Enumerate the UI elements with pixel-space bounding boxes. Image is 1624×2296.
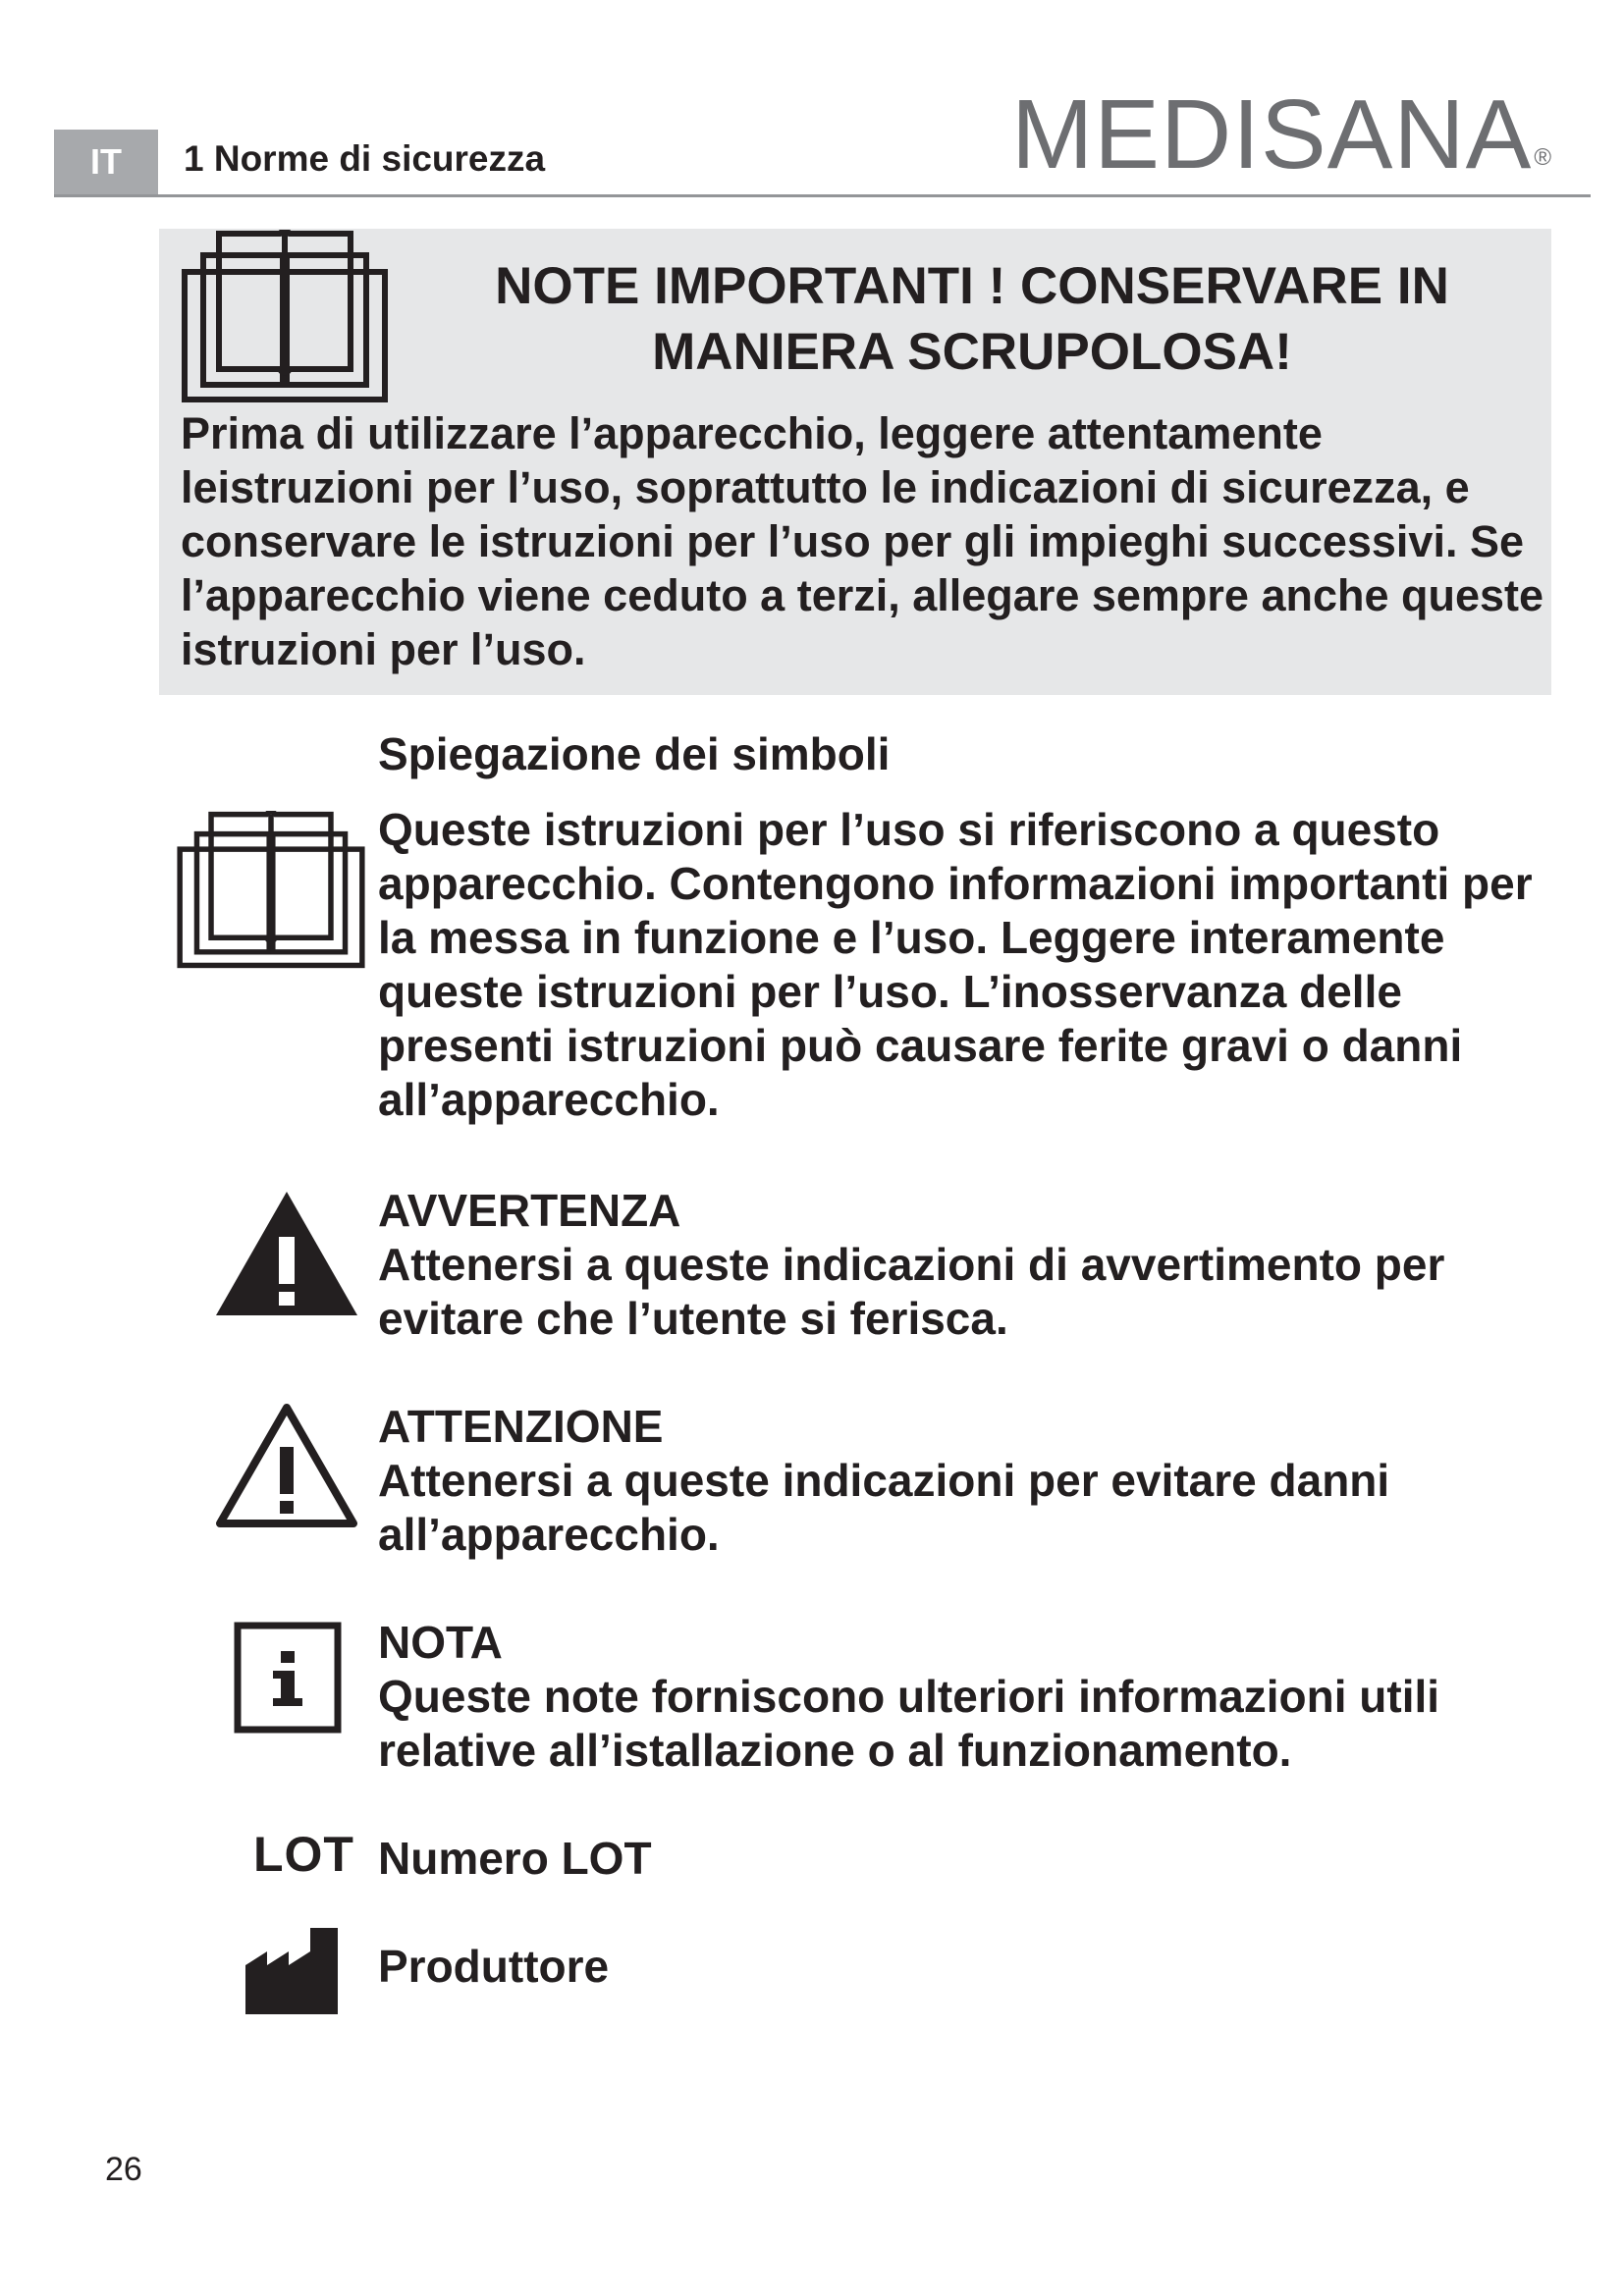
factory-icon [244, 1926, 342, 2016]
logo-text: MEDISANA [1011, 80, 1533, 189]
note-label: NOTA [378, 1617, 503, 1668]
language-tab: IT [54, 130, 158, 194]
manual-symbol-text: Queste istruzioni per l’uso si riferiscono a questo apparecchio. Contengono informazioni importanti per la messa in funzione e l’uso. Leggere interamente queste istruzioni per l’uso. L’inosservanza delle presenti istruzioni può causare ferite gravi o danni all’apparecchio. [378, 804, 1533, 1125]
registered-mark: ® [1534, 144, 1553, 171]
warning-label: AVVERTENZA [378, 1185, 681, 1236]
book-icon [182, 230, 388, 404]
lot-icon: LOT [253, 1827, 354, 1882]
warning-filled-icon [214, 1190, 359, 1317]
warning-block [378, 1184, 1556, 1346]
book-icon [177, 811, 365, 970]
important-title: NOTE IMPORTANTI ! CONSERVARE IN MANIERA SCRUPOLOSA! [495, 257, 1449, 381]
brand-logo [1011, 80, 1552, 188]
warning-text: Attenersi a queste indicazioni di avvertimento per evitare che l’utente si ferisca. [378, 1239, 1445, 1344]
warning-outline-icon [214, 1402, 359, 1529]
important-text: Prima di utilizzare l’apparecchio, leggere attentamente leistruzioni per l’uso, soprattutto le indicazioni di sicurezza, e conservare le istruzioni per l’uso per gli impieghi successivi. Se l’apparecchio viene ceduto a terzi, allegare sempre anche queste istruzioni per l’uso. [181, 408, 1544, 674]
note-block [378, 1616, 1556, 1778]
manufacturer-label: Produttore [378, 1941, 610, 1992]
header-divider [54, 194, 1591, 197]
symbols-heading: Spiegazione dei simboli [378, 728, 891, 779]
chapter-title: 1 Norme di sicurezza [184, 138, 546, 179]
caution-block [378, 1400, 1556, 1562]
caution-label: ATTENZIONE [378, 1401, 664, 1452]
caution-text: Attenersi a queste indicazioni per evitare danni all’apparecchio. [378, 1455, 1390, 1560]
page-number: 26 [105, 2151, 142, 2188]
note-text: Queste note forniscono ulteriori informazioni utili relative all’istallazione o al funzionamento. [378, 1671, 1440, 1776]
info-icon [234, 1622, 342, 1734]
lot-label: Numero LOT [378, 1833, 652, 1884]
